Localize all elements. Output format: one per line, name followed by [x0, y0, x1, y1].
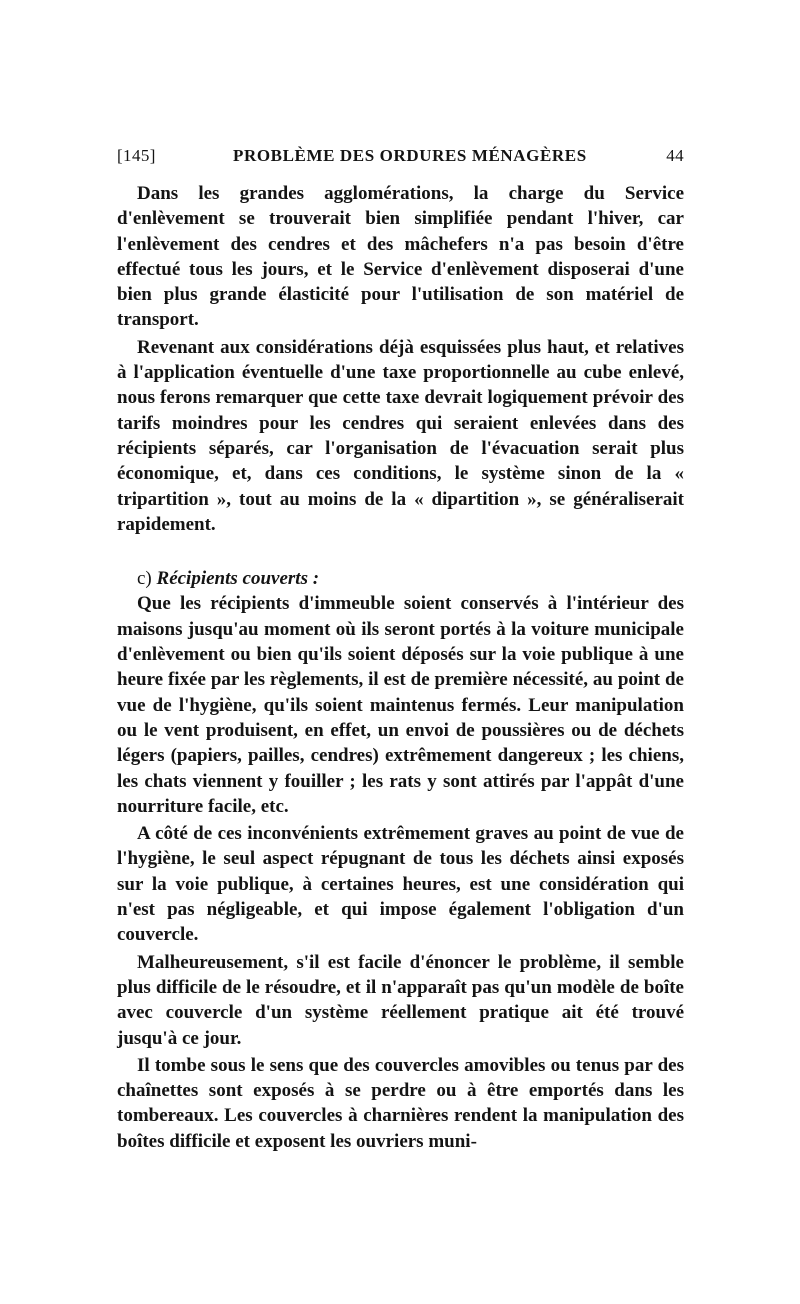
running-header — [117, 146, 684, 170]
body-text — [117, 181, 684, 1154]
section-heading — [117, 566, 684, 591]
running-title: PROBLÈME DES ORDURES MÉNAGÈRES — [233, 146, 587, 165]
section-title: Récipients couverts : — [156, 568, 320, 590]
paragraph-6: Il tombe sous le sens que des couvercles amovibles ou tenus par des chaînettes sont exposés à se perdre ou à être emportés dans les tombereaux. Les couvercles à charnières rendent la manipulation des boîtes difficile et exposent les ouvriers muni- — [117, 1054, 684, 1152]
page-number: 44 — [666, 146, 684, 165]
paragraph-1: Dans les grandes agglomérations, la charge du Service d'enlèvement se trouverait bien simplifiée pendant l'hiver, car l'enlèvement des cendres et des mâchefers n'a pas besoin d'être effectué tous les jours, et le Service d'enlèvement disposerai d'une bien plus grande élasticité pour l'utilisation de son matériel de transport. — [117, 183, 684, 331]
paragraph-5: Malheureusement, s'il est facile d'énoncer le problème, il semble plus difficile de le résoudre, et il n'apparaît pas qu'un modèle de boîte avec couvercle d'un système réellement pratique ait été trouvé jusqu'à ce jour. — [117, 951, 684, 1049]
paragraph-2: Revenant aux considérations déjà esquissées plus haut, et relatives à l'application éventuelle d'une taxe proportionnelle au cube enlevé, nous ferons remarquer que cette taxe devrait logiquement prévoir des tarifs moindres pour les cendres qui seraient enlevées dans des récipients séparés, car l'organisation de l'évacuation serait plus économique, et, dans ces conditions, le système sinon de la « tripartition », tout au moins de la « dipartition », se généraliserait rapidement. — [117, 336, 684, 535]
page-reference: [145] — [117, 146, 156, 165]
paragraph-4: A côté de ces inconvénients extrêmement graves au point de vue de l'hygiène, le seul aspect répugnant de tous les déchets ainsi exposés sur la voie publique, à certaines heures, est une considération qui n'est pas négligeable, et qui impose également l'obligation d'un couvercle. — [117, 823, 684, 946]
section-marker: c) — [137, 568, 152, 590]
paragraph-3: Que les récipients d'immeuble soient conservés à l'intérieur des maisons jusqu'au moment où ils seront portés à la voiture municipale d'enlèvement ou bien qu'ils soient déposés sur la voie publique à une heure fixée par les règlements, il est de première nécessité, au point de vue de l'hygiène, qu'ils soient maintenus fermés. Leur manipulation ou le vent produisent, en effet, un envoi de poussières ou de déchets légers (papiers, pailles, cendres) extrêmement dangereux ; les chiens, les chats viennent y fouiller ; les rats y sont attirés par l'appât d'une nourriture facile, etc. — [117, 593, 684, 817]
